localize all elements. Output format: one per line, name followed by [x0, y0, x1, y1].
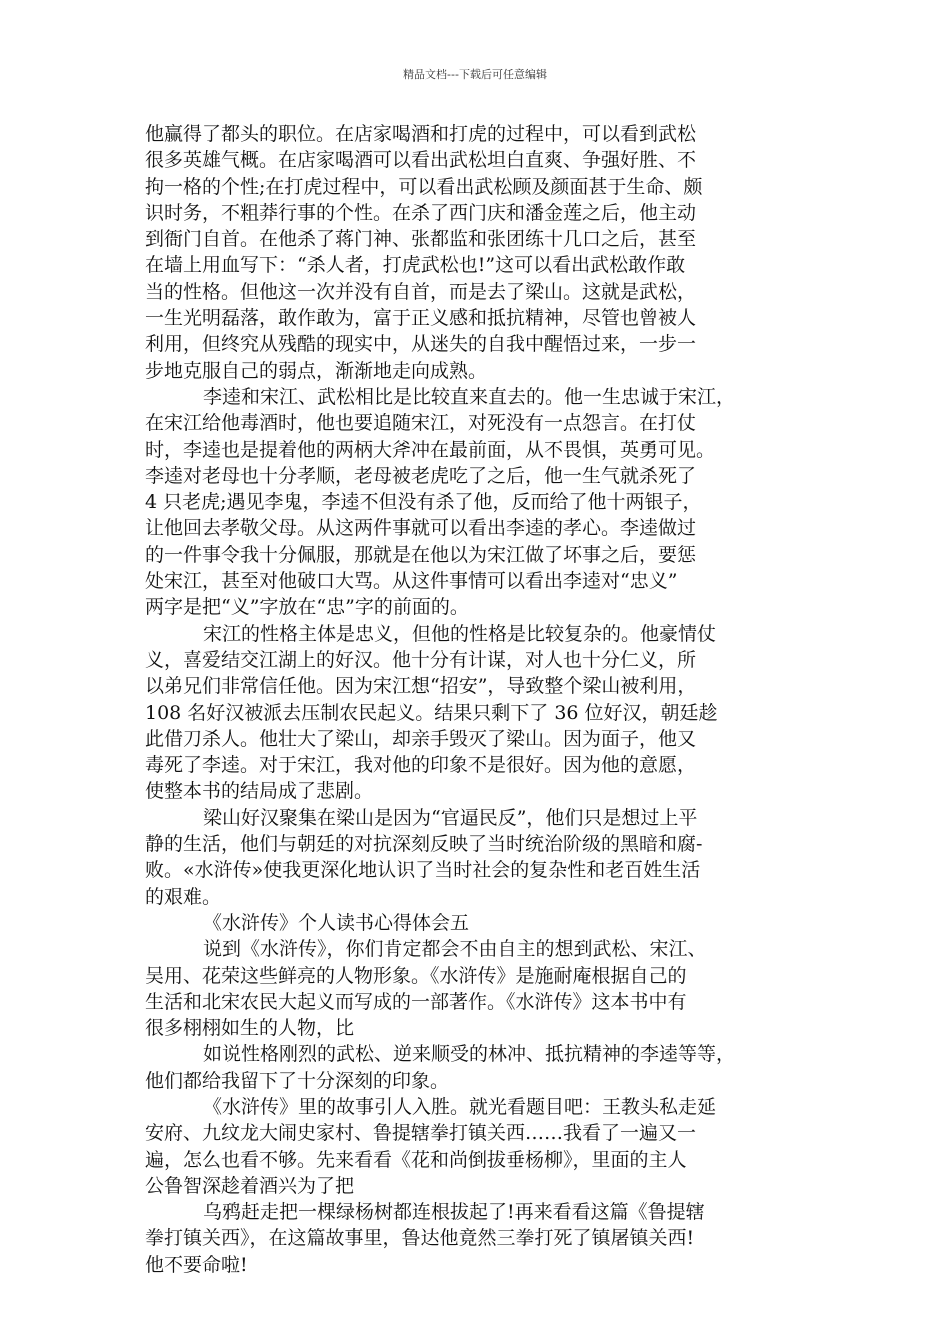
- text-line: 一生光明磊落，敢作敢为，富于正义感和抵抗精神，尽管也曾被人: [145, 307, 697, 330]
- text-line: 此借刀杀人。他壮大了梁山，却亲手毁灭了梁山。因为面子，他又: [145, 727, 697, 750]
- text-line: 梁山好汉聚集在梁山是因为“官逼民反”，他们只是想过上平: [203, 806, 698, 829]
- text-line: 吴用、花荣这些鲜亮的人物形象。《水浒传》是施耐庵根据自己的: [145, 964, 687, 987]
- text-line: 时，李逵也是提着他的两柄大斧冲在最前面，从不畏惧，英勇可见。: [145, 438, 716, 461]
- text-line: 义，喜爱结交江湖上的好汉。他十分有计谋，对人也十分仁义，所: [145, 648, 697, 671]
- text-line: 李逵对老母也十分孝顺，老母被老虎吃了之后，他一生气就杀死了: [145, 464, 697, 487]
- text-line: 《水浒传》个人读书心得体会五: [203, 911, 470, 934]
- text-line: 安府、九纹龙大闹史家村、鲁提辖拳打镇关西……我看了一遍又一: [145, 1122, 697, 1145]
- text-line: 让他回去孝敬父母。从这两件事就可以看出李逵的孝心。李逵做过: [145, 517, 697, 540]
- text-line: 败。«水浒传»使我更深化地认识了当时社会的复杂性和老百姓生活: [145, 859, 701, 882]
- text-line: 拘一格的个性;在打虎过程中，可以看出武松顾及颜面甚于生命、颇: [145, 175, 703, 198]
- text-line: 到衙门自首。在他杀了蒋门神、张都监和张团练十几口之后，甚至: [145, 228, 697, 251]
- text-line: 处宋江，甚至对他破口大骂。从这件事情可以看出李逵对“忠义”: [145, 570, 678, 593]
- text-line: 宋江的性格主体是忠义，但他的性格是比较复杂的。他豪情仗: [203, 622, 717, 645]
- text-line: 很多栩栩如生的人物，比: [145, 1017, 355, 1040]
- text-line: 他不要命啦!: [145, 1253, 248, 1276]
- text-line: 利用，但终究从残酷的现实中，从迷失的自我中醒悟过来，一步一: [145, 333, 697, 356]
- text-line: 他们都给我留下了十分深刻的印象。: [145, 1069, 450, 1092]
- text-line: 静的生活，他们与朝廷的对抗深刻反映了当时统治阶级的黑暗和腐-: [145, 833, 703, 856]
- document-body: [145, 121, 825, 1278]
- text-line: 以弟兄们非常信任他。因为宋江想“招安”，导致整个梁山被利用，: [145, 675, 697, 698]
- text-line: 李逵和宋江、武松相比是比较直来直去的。他一生忠诚于宋江，: [203, 385, 736, 408]
- text-line: 说到《水浒传》，你们肯定都会不由自主的想到武松、宋江、: [203, 938, 707, 961]
- text-line: 的艰难。: [145, 885, 222, 908]
- text-line: 两字是把“义”字放在“忠”字的前面的。: [145, 596, 469, 619]
- text-line: 乌鸦赶走把一棵绿杨树都连根拔起了!再来看看这篇《鲁提辖: [203, 1201, 705, 1224]
- text-line: 识时务，不粗莽行事的个性。在杀了西门庆和潘金莲之后，他主动: [145, 201, 697, 224]
- text-line: 当的性格。但他这一次并没有自首，而是去了梁山。这就是武松，: [145, 280, 697, 303]
- text-line: 《水浒传》里的故事引人入胜。就光看题目吧：王教头私走延: [203, 1095, 717, 1118]
- text-line: 使整本书的结局成了悲剧。: [145, 780, 374, 803]
- text-line: 遍，怎么也看不够。先来看看《花和尚倒拔垂杨柳》，里面的主人: [145, 1148, 687, 1171]
- text-line: 很多英雄气概。在店家喝酒可以看出武松坦白直爽、争强好胜、不: [145, 149, 697, 172]
- text-line: 拳打镇关西》，在这篇故事里，鲁达他竟然三拳打死了镇屠镇关西!: [145, 1227, 695, 1250]
- text-line: 毒死了李逵。对于宋江，我对他的印象不是很好。因为他的意愿，: [145, 754, 697, 777]
- page-header: 精品文档---下载后可任意编辑: [403, 68, 547, 81]
- text-line: 公鲁智深趁着酒兴为了把: [145, 1174, 355, 1197]
- text-line: 的一件事令我十分佩服，那就是在他以为宋江做了坏事之后，要惩: [145, 543, 697, 566]
- text-line: 生活和北宋农民大起义而写成的一部著作。《水浒传》这本书中有: [145, 990, 687, 1013]
- text-line: 步地克服自己的弱点，渐渐地走向成熟。: [145, 359, 488, 382]
- text-line: 4 只老虎;遇见李鬼，李逵不但没有杀了他，反而给了他十两银子，: [145, 491, 702, 514]
- text-line: 108 名好汉被派去压制农民起义。结果只剩下了 36 位好汉，朝廷趁: [145, 701, 718, 724]
- text-line: 在墙上用血写下：“杀人者，打虎武松也!”这可以看出武松敢作敢: [145, 254, 686, 277]
- text-line: 他赢得了都头的职位。在店家喝酒和打虎的过程中，可以看到武松: [145, 123, 697, 145]
- text-line: 如说性格刚烈的武松、逆来顺受的林冲、抵抗精神的李逵等等，: [203, 1043, 736, 1066]
- text-line: 在宋江给他毒酒时，他也要追随宋江，对死没有一点怨言。在打仗: [145, 412, 697, 435]
